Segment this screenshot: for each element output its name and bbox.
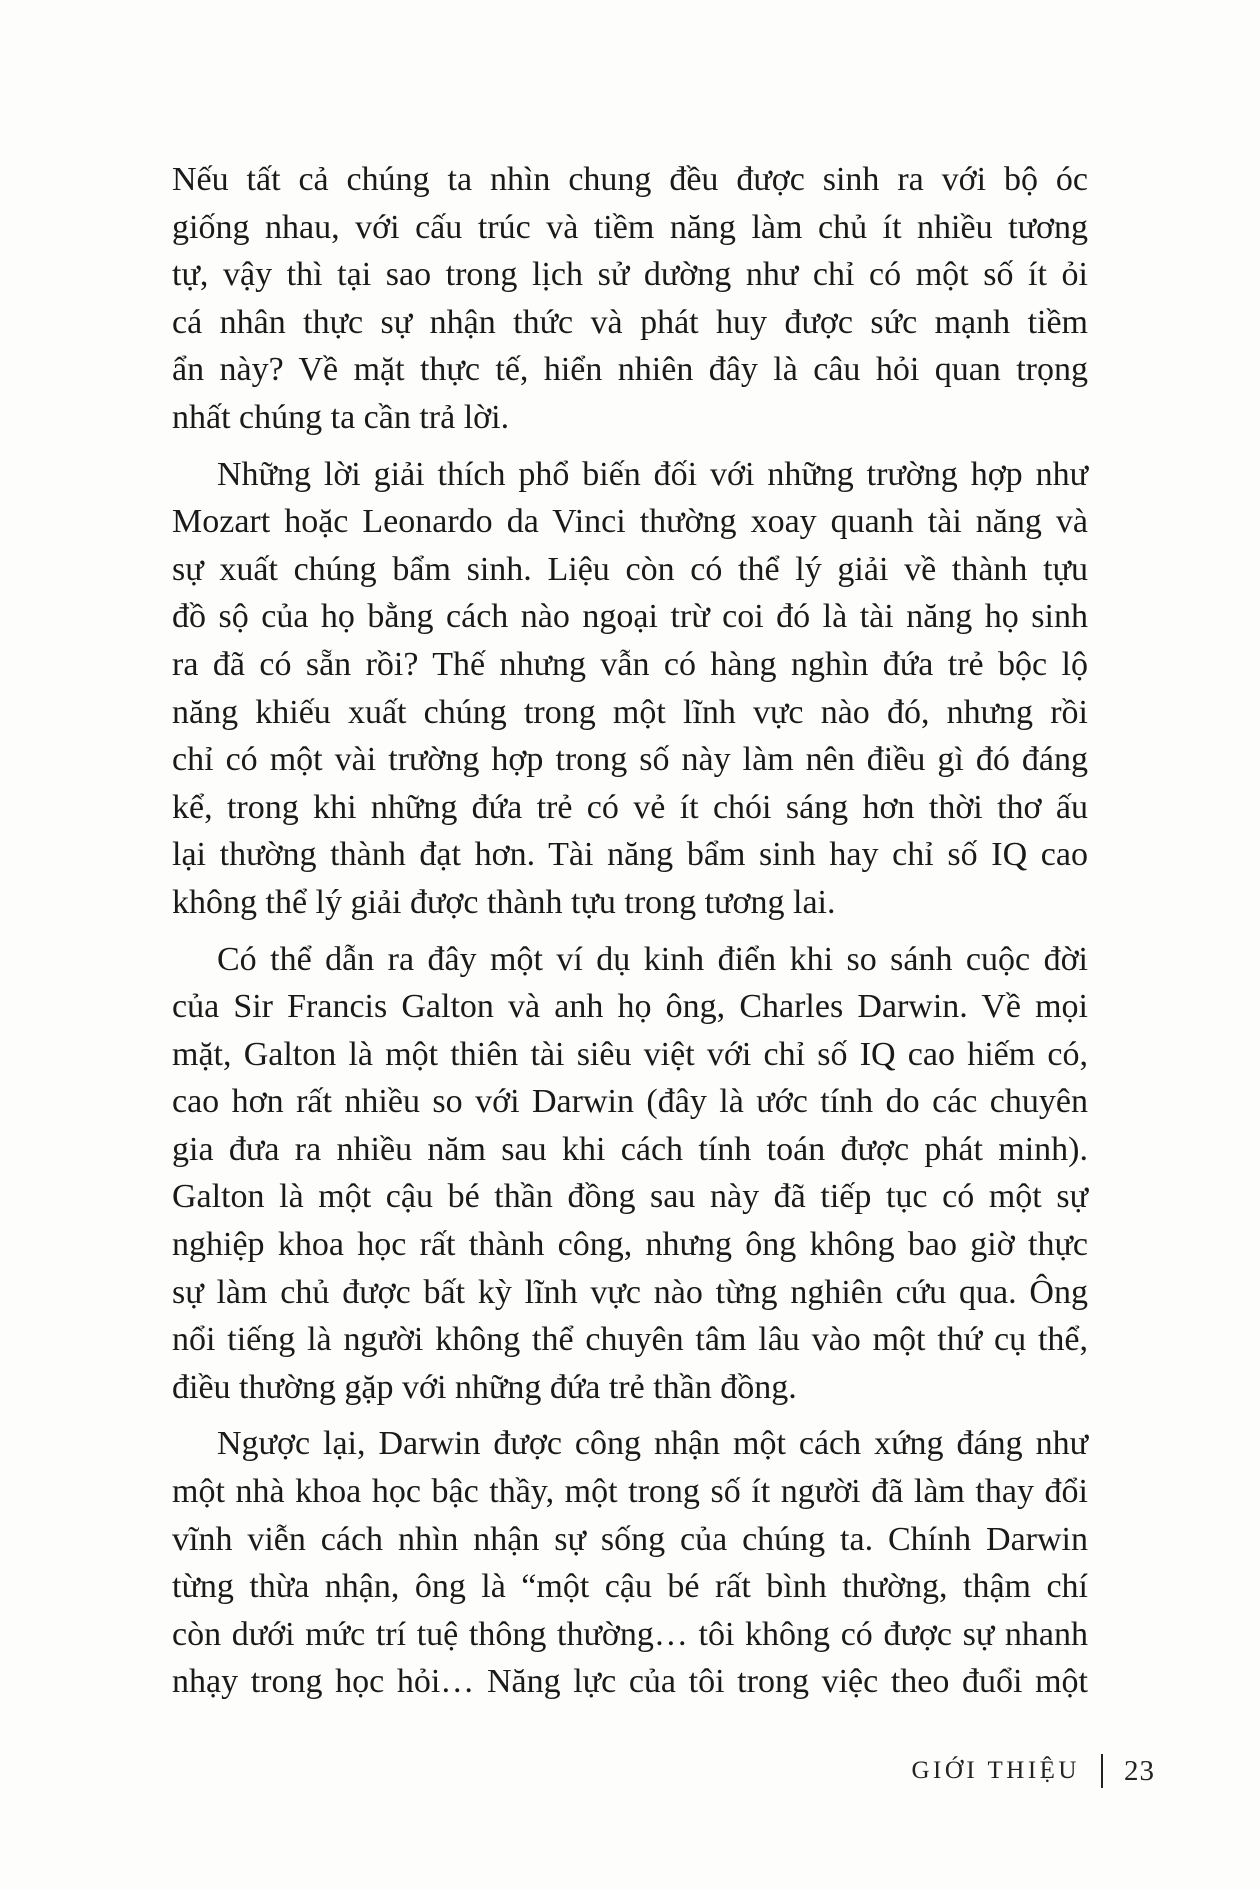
footer-divider (1101, 1754, 1103, 1788)
text-line: chỉ có một vài trường hợp trong số này làm nên điều gì đó đáng (172, 741, 1088, 779)
text-line: vĩnh viễn cách nhìn nhận sự sống của chúng ta. Chính Darwin (172, 1520, 1088, 1558)
page-footer (911, 1754, 1155, 1788)
text-line: không thể lý giải được thành tựu trong tương lai. (172, 883, 836, 921)
text-line: nghiệp khoa học rất thành công, nhưng ông không bao giờ thực (172, 1226, 1088, 1264)
paragraph (172, 451, 1088, 927)
text-line: Những lời giải thích phổ biến đối với những trường hợp như (217, 455, 1088, 493)
text-line: nổi tiếng là người không thể chuyên tâm lâu vào một thứ cụ thể, (172, 1321, 1088, 1359)
footer-section-label: GIỚI THIỆU (911, 1757, 1080, 1784)
text-line: của Sir Francis Galton và anh họ ông, Charles Darwin. Về mọi (172, 988, 1088, 1026)
text-line: một nhà khoa học bậc thầy, một trong số ít người đã làm thay đổi (172, 1473, 1088, 1511)
text-line: giống nhau, với cấu trúc và tiềm năng làm chủ ít nhiều tương (172, 208, 1088, 246)
text-line: đồ sộ của họ bằng cách nào ngoại trừ coi đó là tài năng họ sinh (172, 598, 1088, 636)
text-line: cá nhân thực sự nhận thức và phát huy được sức mạnh tiềm (172, 303, 1088, 341)
text-line: Ngược lại, Darwin được công nhận một cách xứng đáng như (217, 1425, 1088, 1463)
text-line: sự làm chủ được bất kỳ lĩnh vực nào từng nghiên cứu qua. Ông (172, 1273, 1088, 1311)
text-line: tự, vậy thì tại sao trong lịch sử dường như chỉ có một số ít ỏi (172, 256, 1088, 294)
page-number: 23 (1124, 1754, 1155, 1787)
text-line: Nếu tất cả chúng ta nhìn chung đều được sinh ra với bộ óc (172, 161, 1088, 198)
paragraph (172, 936, 1088, 1412)
text-line: gia đưa ra nhiều năm sau khi cách tính toán được phát minh). (172, 1130, 1088, 1168)
text-line: mặt, Galton là một thiên tài siêu việt với chỉ số IQ cao hiếm có, (172, 1035, 1088, 1073)
text-line: nhất chúng ta cần trả lời. (172, 398, 510, 436)
text-line: ẩn này? Về mặt thực tế, hiển nhiên đây là câu hỏi quan trọng (172, 351, 1088, 389)
text-line: năng khiếu xuất chúng trong một lĩnh vực nào đó, nhưng rồi (172, 693, 1088, 731)
page-body-text (172, 156, 1088, 1706)
text-line: ra đã có sẵn rồi? Thế nhưng vẫn có hàng nghìn đứa trẻ bộc lộ (172, 645, 1088, 683)
text-line: Có thể dẫn ra đây một ví dụ kinh điển khi so sánh cuộc đời (217, 940, 1088, 978)
text-line: từng thừa nhận, ông là “một cậu bé rất bình thường, thậm chí (172, 1568, 1088, 1606)
text-line: còn dưới mức trí tuệ thông thường… tôi không có được sự nhanh (172, 1615, 1088, 1653)
text-line: kể, trong khi những đứa trẻ có vẻ ít chói sáng hơn thời thơ ấu (172, 788, 1088, 826)
paragraph (172, 1420, 1088, 1706)
text-line: điều thường gặp với những đứa trẻ thần đồng. (172, 1368, 797, 1406)
text-line: Mozart hoặc Leonardo da Vinci thường xoay quanh tài năng và (172, 503, 1088, 541)
text-line: Galton là một cậu bé thần đồng sau này đã tiếp tục có một sự (172, 1178, 1088, 1216)
text-line: lại thường thành đạt hơn. Tài năng bẩm sinh hay chỉ số IQ cao (172, 836, 1088, 874)
text-line: sự xuất chúng bẩm sinh. Liệu còn có thể lý giải về thành tựu (172, 550, 1088, 588)
text-line: nhạy trong học hỏi… Năng lực của tôi trong việc theo đuổi một (172, 1663, 1088, 1701)
paragraph (172, 156, 1088, 442)
text-line: cao hơn rất nhiều so với Darwin (đây là ước tính do các chuyên (172, 1083, 1088, 1121)
